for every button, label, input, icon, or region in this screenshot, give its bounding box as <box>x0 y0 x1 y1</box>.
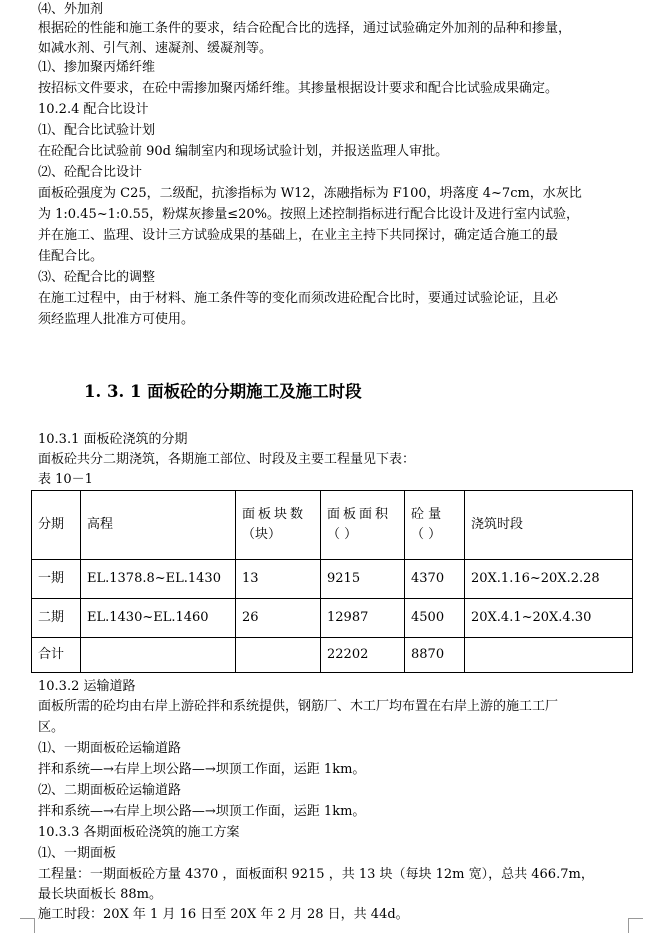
cell-volume: 4370 <box>405 560 465 599</box>
text-line: 须经监理人批准方可使用。 <box>38 312 195 327</box>
text-line: 如减水剂、引气剂、速凝剂、缓凝剂等。 <box>38 41 273 56</box>
text-line: ⑵、二期面板砼运输道路 <box>38 783 182 798</box>
text-line: ⑴、配合比试验计划 <box>38 123 156 138</box>
text-line: ⑴、掺加聚丙烯纤维 <box>38 60 156 75</box>
text-line: 最长块面板长 88m。 <box>38 887 163 902</box>
cell-time <box>465 638 633 673</box>
text-line: 为 1:0.45~1:0.55，粉煤灰掺量≤20%。按照上述控制指标进行配合比设计及进行室内试验， <box>38 207 580 222</box>
text-line: ⑵、砼配合比设计 <box>38 165 143 180</box>
text-line: 施工时段：20X 年 1 月 16 日至 20X 年 2 月 28 日，共 44d。 <box>38 907 409 922</box>
section-heading: 1. 3. 1 面板砼的分期施工及施工时段 <box>84 382 362 401</box>
crop-mark-left <box>20 918 35 933</box>
cell-area: 12987 <box>321 599 405 638</box>
cell-volume: 4500 <box>405 599 465 638</box>
table-caption: 表 10－1 <box>38 472 93 487</box>
header-period: 分期 <box>32 491 81 560</box>
header-area: 面板面积 （ ） <box>321 491 405 560</box>
header-volume: 砼 量 （ ） <box>405 491 465 560</box>
text-line: ⑷、外加剂 <box>38 2 104 17</box>
table-row <box>32 560 633 599</box>
cell-elevation: EL.1378.8~EL.1430 <box>81 560 236 599</box>
text-line: ⑶、砼配合比的调整 <box>38 270 156 285</box>
cell-period: 二期 <box>32 599 81 638</box>
table-total-row <box>32 638 633 673</box>
table-header-row <box>32 491 633 560</box>
text-line: 拌和系统—→右岸上坝公路—→坝顶工作面，运距 1km。 <box>38 804 366 819</box>
cell-period: 合计 <box>32 638 81 673</box>
cell-period: 一期 <box>32 560 81 599</box>
text-line: 10.3.3 各期面板砼浇筑的施工方案 <box>38 825 240 840</box>
text-line: 按招标文件要求，在砼中需掺加聚丙烯纤维。其掺量根据设计要求和配合比试验成果确定。 <box>38 81 559 96</box>
text-line: 面板所需的砼均由右岸上游砼拌和系统提供，钢筋厂、木工厂均布置在右岸上游的施工工厂 <box>38 699 559 714</box>
cell-elevation: EL.1430~EL.1460 <box>81 599 236 638</box>
table-row <box>32 599 633 638</box>
text-line: ⑴、一期面板 <box>38 846 117 861</box>
cell-time: 20X.1.16~20X.2.28 <box>465 560 633 599</box>
header-time: 浇筑时段 <box>465 491 633 560</box>
text-line: 在砼配合比试验前 90d 编制室内和现场试验计划，并报送监理人审批。 <box>38 144 449 159</box>
cell-elevation <box>81 638 236 673</box>
text-line: 拌和系统—→右岸上坝公路—→坝顶工作面，运距 1km。 <box>38 762 366 777</box>
crop-mark-right <box>628 918 643 933</box>
cell-blocks: 13 <box>236 560 321 599</box>
cell-blocks <box>236 638 321 673</box>
text-line: 面板砼共分二期浇筑，各期施工部位、时段及主要工程量见下表： <box>38 452 416 467</box>
cell-area: 22202 <box>321 638 405 673</box>
cell-area: 9215 <box>321 560 405 599</box>
text-line: 区。 <box>38 720 65 735</box>
construction-schedule-table <box>31 490 633 673</box>
text-line: 佳配合比。 <box>38 249 104 264</box>
text-line: 10.3.1 面板砼浇筑的分期 <box>38 432 188 447</box>
text-line: 10.3.2 运输道路 <box>38 679 136 694</box>
cell-blocks: 26 <box>236 599 321 638</box>
text-line: 面板砼强度为 C25，二级配，抗渗指标为 W12，冻融指标为 F100，坍落度 4~7cm，水灰比 <box>38 186 582 201</box>
text-line: 在施工过程中，由于材料、施工条件等的变化而须改进砼配合比时，要通过试验论证，且必 <box>38 291 559 306</box>
text-line: 工程量：一期面板砼方量 4370 ，面板面积 9215 ，共 13 块（每块 12m 宽），总共 466.7m， <box>38 867 594 882</box>
header-elevation: 高程 <box>81 491 236 560</box>
cell-volume: 8870 <box>405 638 465 673</box>
header-blocks: 面板块数 （块） <box>236 491 321 560</box>
text-line: 并在施工、监理、设计三方试验成果的基础上，在业主主持下共同探讨，确定适合施工的最 <box>38 228 559 243</box>
text-line: ⑴、一期面板砼运输道路 <box>38 741 182 756</box>
cell-time: 20X.4.1~20X.4.30 <box>465 599 633 638</box>
text-line: 根据砼的性能和施工条件的要求，结合砼配合比的选择，通过试验确定外加剂的品种和掺量， <box>38 21 572 36</box>
text-line: 10.2.4 配合比设计 <box>38 102 149 117</box>
